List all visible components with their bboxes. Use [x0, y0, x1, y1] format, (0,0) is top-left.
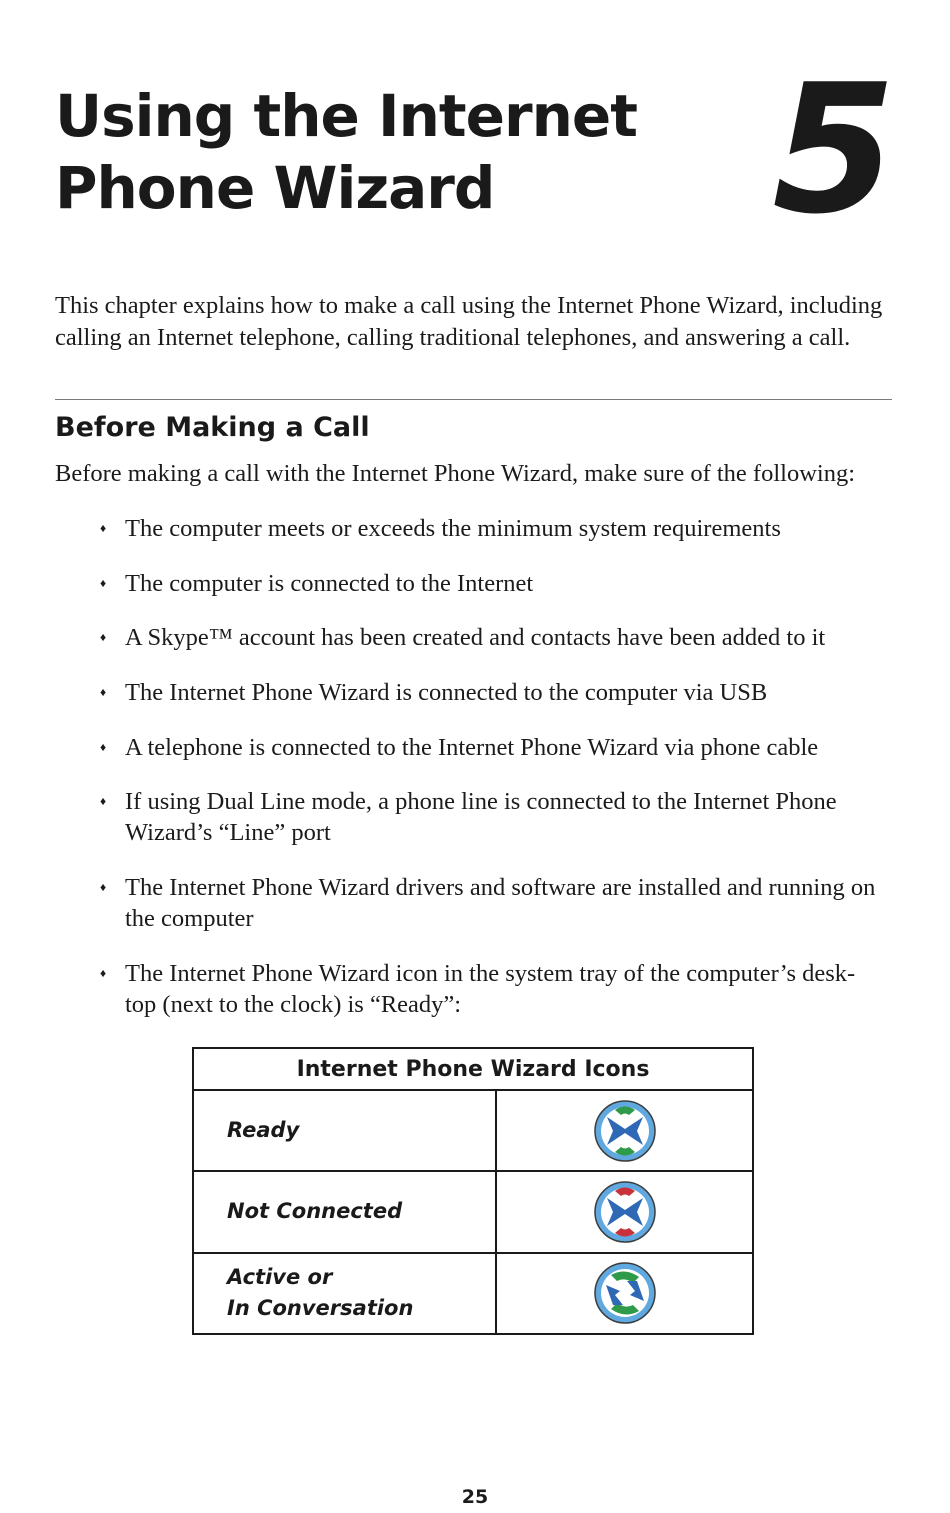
list-item	[100, 958, 880, 1020]
list-item	[100, 568, 880, 599]
status-label	[193, 1171, 496, 1252]
bullet-icon: ♦	[100, 740, 107, 754]
list-item	[100, 622, 880, 653]
table-header: Internet Phone Wizard Icons	[193, 1048, 753, 1090]
status-label	[193, 1090, 496, 1171]
list-item-text: The computer meets or exceeds the minimum system requirements	[125, 515, 781, 542]
section-heading: Before Making a Call	[55, 412, 370, 443]
bullet-icon: ♦	[100, 630, 107, 644]
status-icon-cell	[496, 1171, 753, 1252]
list-item	[100, 872, 880, 934]
status-label-line-1: Active or	[227, 1265, 333, 1290]
list-item-text: A Skype™ account has been created and contacts have been added to it	[125, 624, 826, 651]
status-icon-cell	[496, 1090, 753, 1171]
chapter-title-line-1: Using the Internet	[55, 82, 637, 150]
list-item-text: If using Dual Line mode, a phone line is connected to the Internet Phone Wizard’s “Line” port	[125, 788, 837, 846]
status-icons-table	[192, 1047, 754, 1335]
status-icon-cell	[496, 1253, 753, 1334]
table-header-row	[193, 1048, 753, 1090]
active-status-icon	[593, 1261, 657, 1325]
bullet-icon: ♦	[100, 576, 107, 590]
section-divider	[55, 399, 892, 400]
status-label-line-1: Not Connected	[227, 1199, 403, 1224]
status-label-line-1: Ready	[227, 1118, 300, 1143]
table-row	[193, 1171, 753, 1252]
list-item-text: The Internet Phone Wizard icon in the system tray of the computer’s desk-top (next to the clock) is “Ready”:	[125, 960, 856, 1018]
intro-paragraph: This chapter explains how to make a call using the Internet Phone Wizard, including calling an Internet telephone, calling traditional telephones, and answering a call.	[55, 292, 883, 351]
list-item-text: The computer is connected to the Internet	[125, 570, 534, 597]
chapter-number: 5	[772, 46, 892, 253]
section-lead-paragraph: Before making a call with the Internet Phone Wizard, make sure of the following:	[55, 460, 856, 487]
list-item-text: The Internet Phone Wizard is connected to the computer via USB	[125, 679, 768, 706]
list-item-text: The Internet Phone Wizard drivers and software are installed and running on the computer	[125, 874, 876, 932]
list-item	[100, 513, 880, 544]
list-item	[100, 732, 880, 763]
table-row	[193, 1253, 753, 1334]
table-row	[193, 1090, 753, 1171]
page-number: 25	[461, 1486, 489, 1508]
not-connected-status-icon	[593, 1180, 657, 1244]
status-label-line-2: In Conversation	[227, 1296, 414, 1321]
list-item	[100, 786, 880, 848]
list-item-text: A telephone is connected to the Internet Phone Wizard via phone cable	[125, 734, 819, 761]
bullet-icon: ♦	[100, 880, 107, 894]
bullet-icon: ♦	[100, 521, 107, 535]
status-label	[193, 1253, 496, 1334]
chapter-title-line-2: Phone Wizard	[55, 154, 495, 222]
bullet-icon: ♦	[100, 794, 107, 808]
chapter-title	[55, 80, 637, 224]
list-item	[100, 677, 880, 708]
bullet-icon: ♦	[100, 966, 107, 980]
bullet-icon: ♦	[100, 685, 107, 699]
ready-status-icon	[593, 1099, 657, 1163]
